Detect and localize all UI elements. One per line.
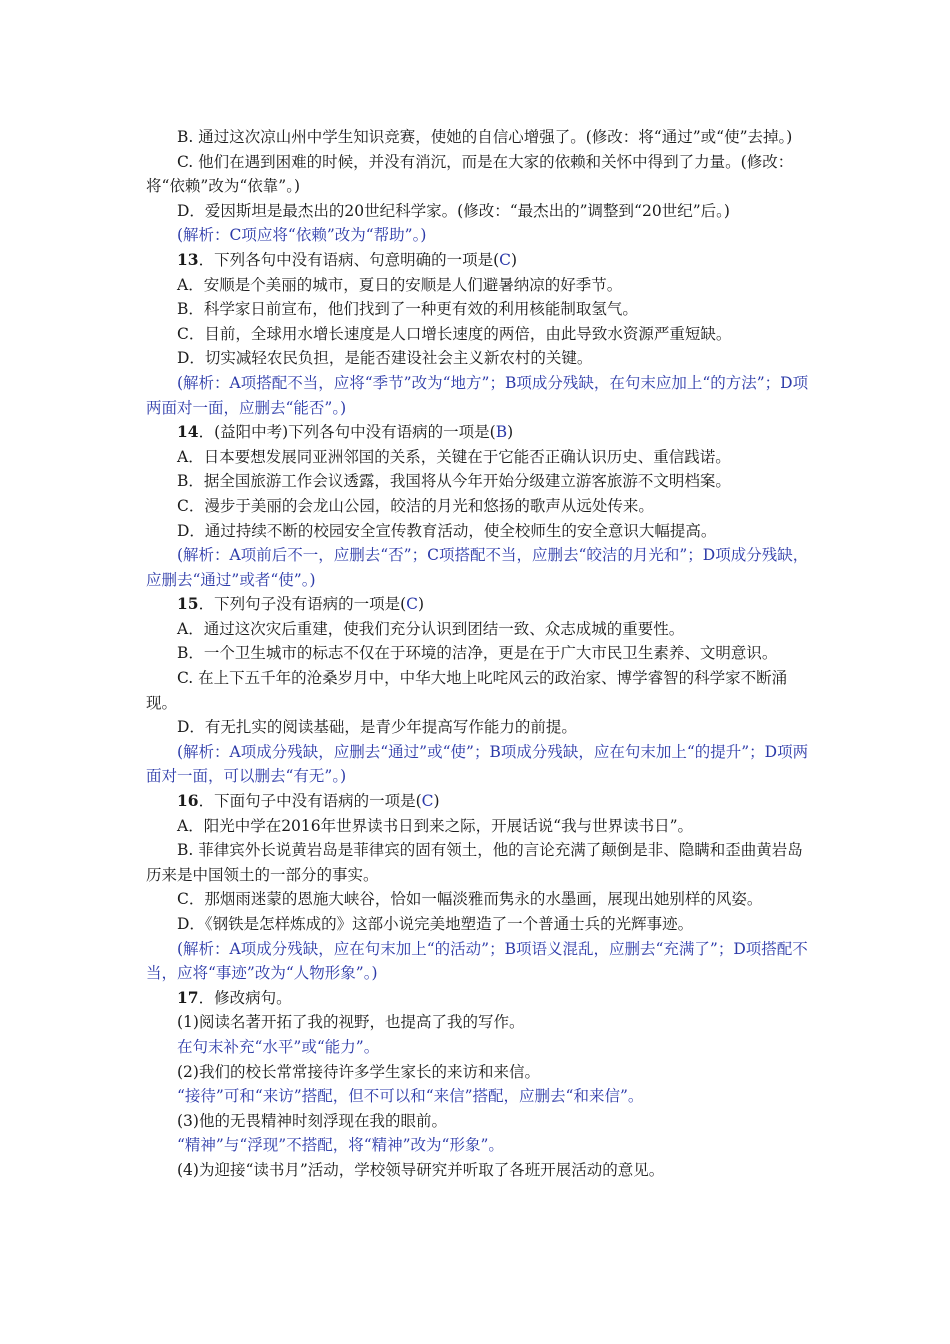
- option-12b: B. 通过这次凉山州中学生知识竞赛，使她的自信心增强了。(修改：将“通过”或“使”去掉。): [177, 128, 793, 146]
- option-13a: A．安顺是个美丽的城市，夏日的安顺是人们避暑纳凉的好季节。: [177, 275, 623, 294]
- option-15a: A．通过这次灾后重建，使我们充分认识到团结一致、众志成城的重要性。: [177, 619, 685, 638]
- question-number: 15: [177, 594, 199, 614]
- analysis-13: (解析：A项搭配不当，应将“季节”改为“地方”；B项成分残缺，在句末应加上“的方法”；D项两面对一面，应删去“能否”。): [146, 373, 809, 417]
- analysis-16: (解析：A项成分残缺，应在句末加上“的活动”；B项语义混乱，应删去“充满了”；D项搭配不当，应将“事迹”改为“人物形象”。): [146, 939, 808, 983]
- question-close: ): [511, 250, 518, 269]
- question-stem: ．下列各句中没有语病、句意明确的一项是(: [198, 250, 500, 269]
- answer-letter: C: [499, 250, 512, 269]
- answer-17-3: “精神”与“浮现”不搭配，将“精神”改为“形象”。: [177, 1136, 504, 1155]
- option-15b: B．一个卫生城市的标志不仅在于环境的洁净，更是在于广大市民卫生素养、文明意识。: [177, 644, 778, 663]
- option-16b: B. 菲律宾外长说黄岩岛是菲律宾的固有领土，他的言论充满了颠倒是非、隐瞒和歪曲黄岩岛历来是中国领土的一部分的事实。: [146, 841, 803, 884]
- question-stem: ．下列句子没有语病的一项是(: [198, 595, 407, 614]
- sentence-17-3: (3)他的无畏精神时刻浮现在我的眼前。: [177, 1111, 447, 1130]
- analysis-12: (解析：C项应将“依赖”改为“帮助”。): [177, 226, 427, 245]
- answer-letter: C: [421, 792, 434, 811]
- answer-17-1: 在句末补充“水平”或“能力”。: [177, 1037, 380, 1056]
- analysis-15: (解析：A项成分残缺，应删去“通过”或“使”；B项成分残缺，应在句末加上“的提升”；D项两面对一面，可以删去“有无”。): [146, 742, 809, 786]
- option-16c: C．那烟雨迷蒙的恩施大峡谷，恰如一幅淡雅而隽永的水墨画，展现出她别样的风姿。: [177, 890, 763, 909]
- question-stem: ．(益阳中考)下列各句中没有语病的一项是(: [198, 423, 496, 442]
- option-14b: B．据全国旅游工作会议透露，我国将从今年开始分级建立游客旅游不文明档案。: [177, 472, 731, 491]
- option-15d: D．有无扎实的阅读基础，是青少年提高写作能力的前提。: [177, 718, 577, 737]
- answer-17-2: “接待”可和“来访”搭配，但不可以和“来信”搭配，应删去“和来信”。: [177, 1087, 644, 1106]
- option-13b: B．科学家日前宣布，他们找到了一种更有效的利用核能制取氢气。: [177, 300, 638, 319]
- question-17: [146, 986, 810, 1011]
- question-stem: ．修改病句。: [198, 988, 292, 1007]
- option-12d: D．爱因斯坦是最杰出的20世纪科学家。(修改：“最杰出的”调整到“20世纪”后。): [177, 201, 730, 220]
- question-14: [146, 420, 810, 445]
- question-number: 14: [177, 422, 199, 442]
- option-13c: C．目前，全球用水增长速度是人口增长速度的两倍，由此导致水资源严重短缺。: [177, 324, 732, 343]
- question-number: 17: [177, 987, 199, 1007]
- question-16: [146, 789, 810, 814]
- question-close: ): [433, 792, 440, 811]
- sentence-17-2: (2)我们的校长常常接待许多学生家长的来访和来信。: [177, 1062, 540, 1081]
- question-number: 13: [177, 249, 199, 269]
- option-14a: A．日本要想发展同亚洲邻国的关系，关键在于它能否正确认识历史、重信践诺。: [177, 447, 731, 466]
- option-16a: A．阳光中学在2016年世界读书日到来之际，开展话说“我与世界读书日”。: [177, 816, 693, 835]
- answer-letter: B: [495, 423, 508, 442]
- analysis-14: (解析：A项前后不一，应删去“否”；C项搭配不当，应删去“皎洁的月光和”；D项成分残缺，应删去“通过”或者“使”。): [146, 546, 809, 589]
- document-page: [146, 125, 810, 1183]
- question-close: ): [507, 423, 514, 442]
- question-number: 16: [177, 791, 199, 811]
- answer-letter: C: [406, 595, 419, 614]
- option-15c: C. 在上下五千年的沧桑岁月中，中华大地上叱咤风云的政治家、博学睿智的科学家不断涌现。: [146, 669, 788, 712]
- option-13d: D．切实减轻农民负担，是能否建设社会主义新农村的关键。: [177, 349, 593, 368]
- sentence-17-1: (1)阅读名著开拓了我的视野，也提高了我的写作。: [177, 1013, 525, 1032]
- question-15: [146, 592, 810, 617]
- option-16d: D．《钢铁是怎样炼成的》这部小说完美地塑造了一个普通士兵的光辉事迹。: [177, 915, 694, 933]
- question-13: [146, 248, 810, 273]
- question-stem: ．下面句子中没有语病的一项是(: [198, 792, 422, 811]
- option-14d: D．通过持续不断的校园安全宣传教育活动，使全校师生的安全意识大幅提高。: [177, 521, 717, 540]
- option-14c: C．漫步于美丽的会龙山公园，皎洁的月光和悠扬的歌声从远处传来。: [177, 496, 654, 515]
- option-12c: C. 他们在遇到困难的时候，并没有消沉，而是在大家的依赖和关怀中得到了力量。(修改：将“依赖”改为“依靠”。): [146, 152, 794, 196]
- sentence-17-4: (4)为迎接“读书月”活动，学校领导研究并听取了各班开展活动的意见。: [177, 1160, 665, 1179]
- question-close: ): [418, 595, 425, 614]
